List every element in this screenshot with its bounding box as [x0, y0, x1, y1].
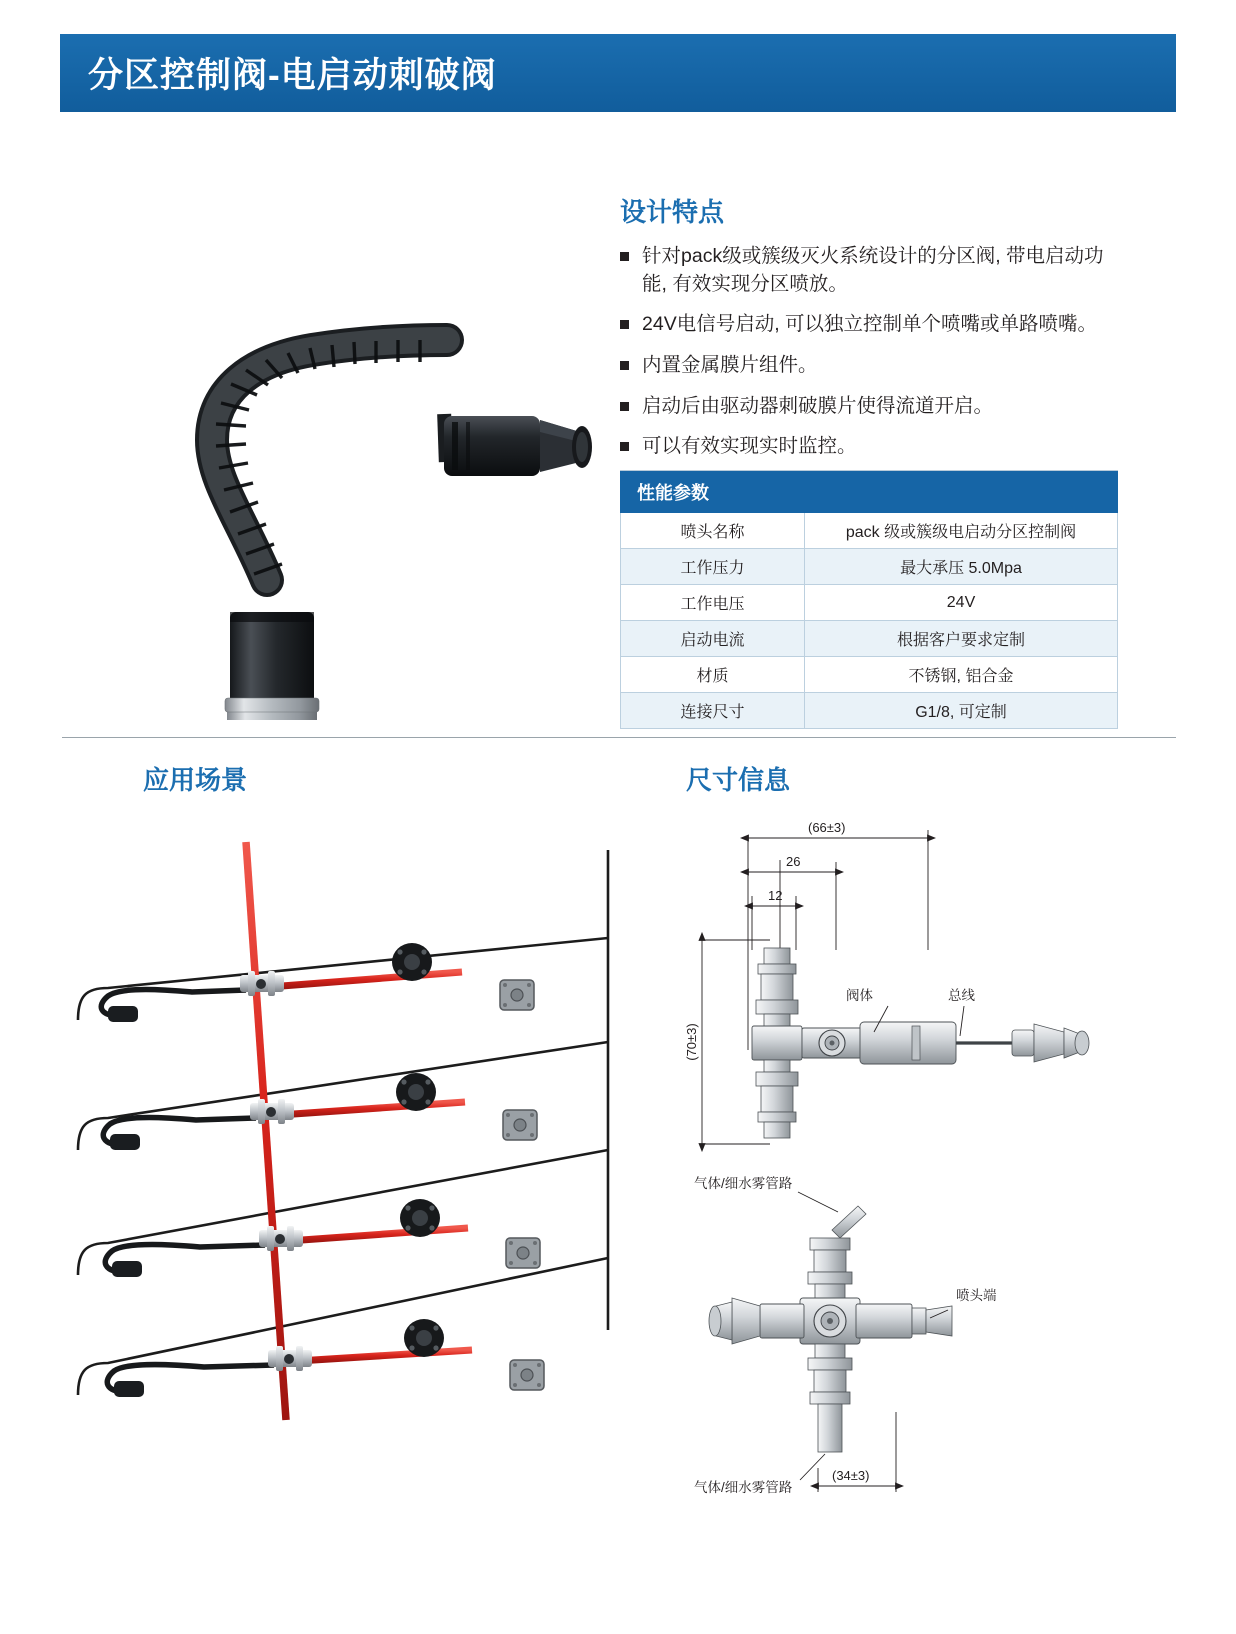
section-divider: [62, 737, 1176, 738]
scene-row: [105, 1199, 540, 1277]
label-nozzle-end: 喷头端: [956, 1288, 997, 1303]
dimensions-title: 尺寸信息: [686, 765, 791, 795]
table-row: [621, 549, 1118, 585]
label-gas-pipe-top: 气体/细水雾管路: [694, 1176, 793, 1191]
scene-row: [107, 1319, 544, 1397]
square-bullet-icon: [620, 442, 629, 451]
dimension-drawings: [660, 800, 1180, 1600]
design-features-list: [620, 243, 1120, 461]
feature-text: 针对pack级或簇级灭火系统设计的分区阀, 带电启动功能, 有效实现分区喷放。: [642, 245, 1104, 295]
feature-text: 内置金属膜片组件。: [642, 354, 818, 377]
spec-label: 连接尺寸: [621, 693, 805, 729]
spec-table: [620, 471, 1118, 729]
dim-26: 26: [786, 854, 801, 869]
application-title: 应用场景: [143, 765, 248, 795]
feature-text: 启动后由驱动器刺破膜片使得流道开启。: [642, 394, 994, 417]
table-head-row: [621, 472, 1118, 513]
product-photo-illustration: [62, 150, 602, 720]
feature-item: [620, 311, 1120, 339]
page-header: [60, 34, 1176, 112]
spec-value: 根据客户要求定制: [805, 621, 1118, 657]
dim-overall-height: (70±3): [684, 1023, 699, 1061]
dim-overall-width: (66±3): [808, 820, 846, 835]
feature-item: [620, 393, 1120, 421]
spec-table-title: 性能参数: [621, 472, 1118, 513]
valve-drawing-bottom: [709, 1206, 952, 1452]
dim-34: (34±3): [832, 1468, 870, 1483]
table-row: [621, 621, 1118, 657]
square-bullet-icon: [620, 361, 629, 370]
dimension-svg: [660, 800, 1180, 1600]
design-features-title: 设计特点: [620, 197, 725, 227]
application-scene-illustration: [60, 820, 660, 1460]
spec-table-container: [620, 470, 1118, 729]
table-row: [621, 585, 1118, 621]
spec-label: 工作压力: [621, 549, 805, 585]
spec-label: 工作电压: [621, 585, 805, 621]
product-photo: [62, 150, 602, 720]
dim-12: 12: [768, 888, 783, 903]
spec-label: 启动电流: [621, 621, 805, 657]
spec-value: 24V: [805, 585, 1118, 621]
table-row: [621, 657, 1118, 693]
square-bullet-icon: [620, 320, 629, 329]
spec-value: 最大承压 5.0Mpa: [805, 549, 1118, 585]
label-gas-pipe-bottom: 气体/细水雾管路: [694, 1480, 793, 1495]
feature-item: [620, 352, 1120, 380]
square-bullet-icon: [620, 252, 629, 261]
label-bus: 总线: [948, 988, 975, 1003]
square-bullet-icon: [620, 402, 629, 411]
label-valve-body: 阀体: [846, 988, 873, 1003]
spec-value: G1/8, 可定制: [805, 693, 1118, 729]
spec-value: pack 级或簇级电启动分区控制阀: [805, 513, 1118, 549]
valve-drawing-top: [752, 948, 1089, 1138]
table-row: [621, 693, 1118, 729]
feature-text: 24V电信号启动, 可以独立控制单个喷嘴或单路喷嘴。: [642, 313, 1098, 336]
page-title: 分区控制阀-电启动刺破阀: [88, 56, 497, 95]
spec-value: 不锈钢, 铝合金: [805, 657, 1118, 693]
application-scene-svg: [60, 820, 660, 1460]
table-row: [621, 513, 1118, 549]
feature-item: [620, 433, 1120, 461]
feature-item: [620, 243, 1120, 298]
spec-label: 材质: [621, 657, 805, 693]
spec-label: 喷头名称: [621, 513, 805, 549]
design-features-section: [620, 192, 1120, 474]
feature-text: 可以有效实现实时监控。: [642, 435, 857, 458]
